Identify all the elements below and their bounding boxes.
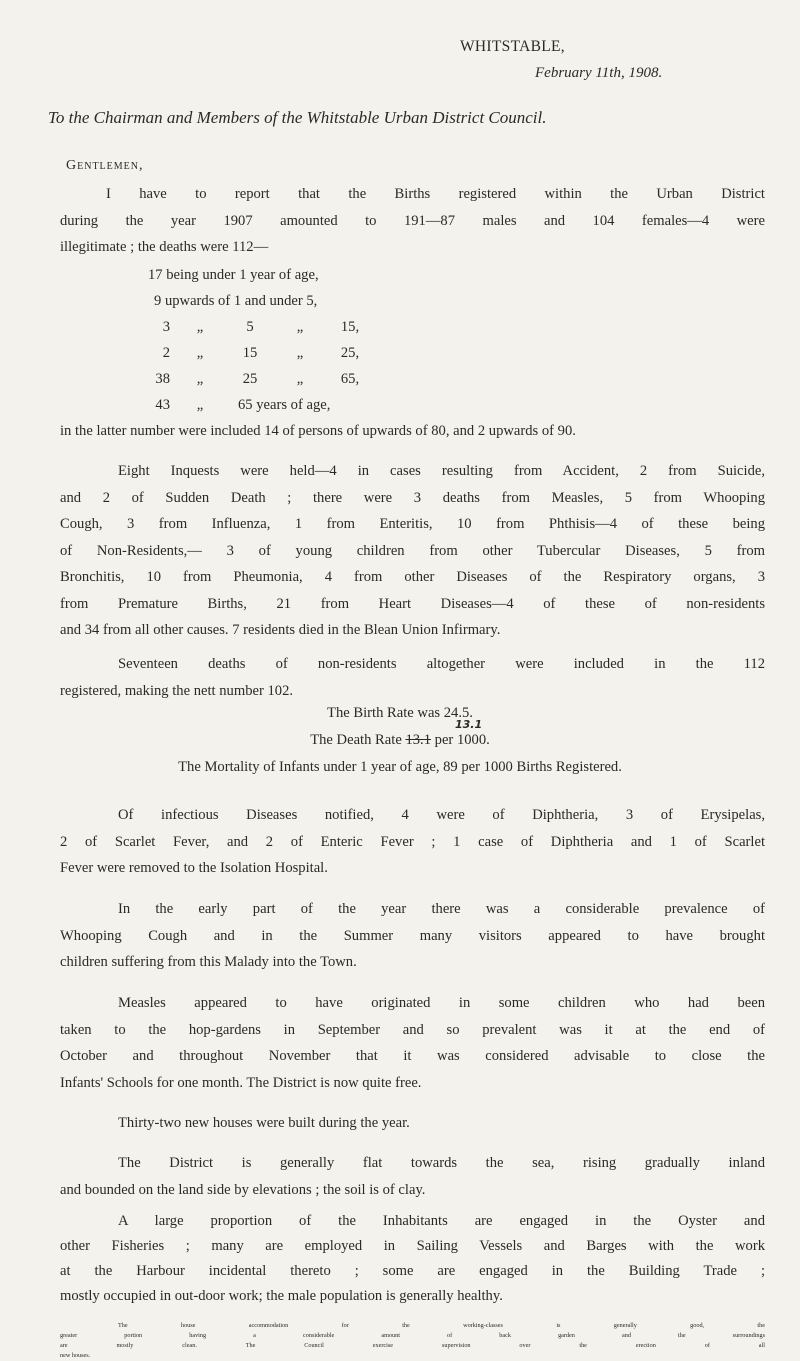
- intro-paragraph: [60, 181, 765, 261]
- death-rate-correction: 13.1: [455, 718, 483, 731]
- housing-line-1: The house accommodation for the working-classes is generally good, the: [118, 1322, 765, 1329]
- housing-line-2: greater portion having a considerable amount of back garden and the surroundings: [60, 1332, 765, 1339]
- deaths-row-4: 2 „ 15 „ 25,: [162, 345, 360, 361]
- measles-paragraph: Measles appeared to have originated in some children who had been taken to the hop-gardens in September and so prevalent was it at the end of October and throughout November that it was considered advisable to close the Infants' Schools for one month. The District is now quite free.: [60, 995, 765, 1091]
- occupation-paragraph: A large proportion of the Inhabitants are engaged in the Oyster and other Fisheries ; many are employed in Sailing Vessels and Barges with the work at the Harbour incidental thereto ; some are engaged in the Building Trade ; mostly occupied in out-door work; the male population is generally healthy.: [60, 1213, 765, 1304]
- housing-paragraph: [60, 1321, 765, 1361]
- after-table-line: in the latter number were included 14 of persons of upwards of 80, and 2 upwards of 90.: [60, 423, 576, 439]
- intro-line-3: illegitimate ; the deaths were 112—: [60, 239, 269, 255]
- deaths-row-1: 17 being under 1 year of age,: [148, 267, 319, 283]
- intro-line-2: during the year 1907 amounted to 191—87 males and 104 females—4 were: [60, 212, 765, 229]
- deaths-row-5: 38 „ 25 „ 65,: [155, 371, 360, 387]
- deaths-row-6: 43 „ 65 years of age,: [155, 397, 331, 413]
- death-rate-struck: 13.1: [405, 732, 431, 748]
- infant-mortality-line: The Mortality of Infants under 1 year of age, 89 per 1000 Births Registered.: [178, 759, 622, 775]
- deaths-row-3: 3 „ 5 „ 15,: [162, 319, 360, 335]
- address-line: To the Chairman and Members of the Whitstable Urban District Council.: [48, 108, 547, 127]
- place-heading: WHITSTABLE,: [460, 38, 565, 55]
- housing-line-3: are mostly clean. The Council exercise supervision over the erection of all: [60, 1342, 765, 1349]
- housing-line-4: new houses.: [60, 1352, 91, 1359]
- houses-paragraph: Thirty-two new houses were built during the year.: [118, 1115, 410, 1131]
- inquests-paragraph: Eight Inquests were held—4 in cases resulting from Accident, 2 from Suicide, and 2 of Sudden Death ; there were 3 deaths from Measles, 5 from Whooping Cough, 3 from Influenza, 1 from Enteritis, 10 from Phthisis—4 of these being of Non-Residents,— 3 of young children from other Tubercular Diseases, 5 from Bronchitis, 10 from Pheumonia, 4 from other Diseases of the Respiratory organs, 3 from Premature Births, 21 from Heart Diseases—4 of these of non-residents and 34 from all other causes. 7 residents died in the Blean Union Infirmary.: [60, 463, 765, 638]
- whooping-paragraph: In the early part of the year there was a considerable prevalence of Whooping Cough and in the Summer many visitors appeared to have brought children suffering from this Malady into the Town.: [60, 901, 765, 970]
- nonresidents-paragraph: Seventeen deaths of non-residents altogether were included in the 112 registered, making the nett number 102.: [60, 656, 765, 699]
- district-paragraph: The District is generally flat towards the sea, rising gradually inland and bounded on the land side by elevations ; the soil is of clay.: [60, 1155, 765, 1198]
- letter-date: February 11th, 1908.: [535, 65, 663, 81]
- birth-rate-line: The Birth Rate was 24.5.: [327, 705, 473, 721]
- death-rate-line: The Death Rate 13.1 per 1000.: [310, 732, 490, 748]
- intro-line-1: I have to report that the Births registered within the Urban District: [106, 186, 765, 202]
- deaths-row-2: 9 upwards of 1 and under 5,: [154, 293, 318, 309]
- salutation: Gentlemen,: [66, 158, 144, 173]
- infectious-paragraph: Of infectious Diseases notified, 4 were of Diphtheria, 3 of Erysipelas, 2 of Scarlet Fever, and 2 of Enteric Fever ; 1 case of Diphtheria and 1 of Scarlet Fever were removed to the Isolation Hospital.: [60, 807, 765, 876]
